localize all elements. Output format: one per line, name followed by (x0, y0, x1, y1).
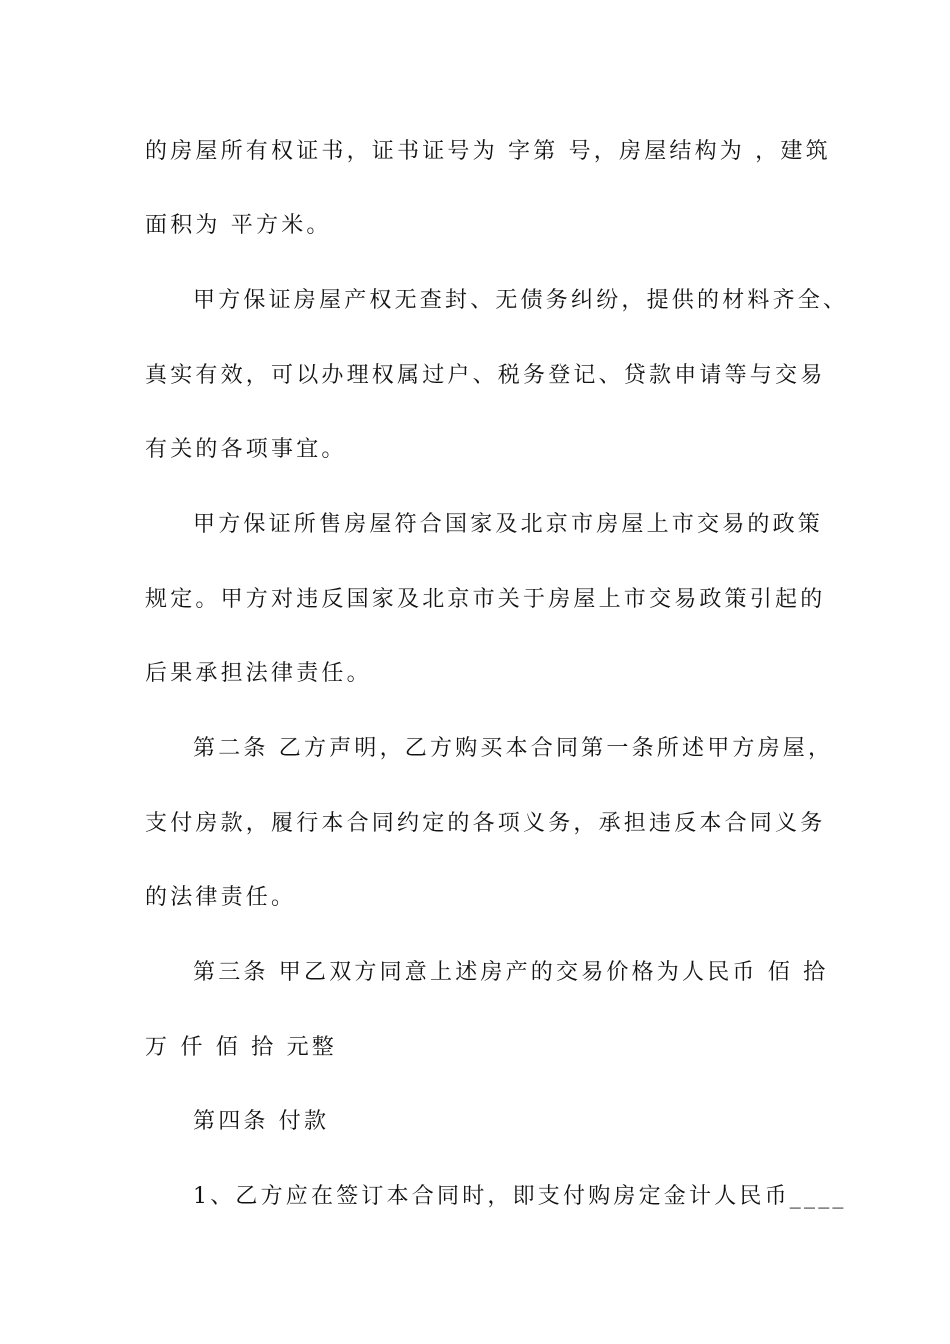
paragraph-start-line: 甲方保证房屋产权无查封、无债务纠纷，提供的材料齐全、 (193, 288, 849, 313)
article-4-heading: 第四条 付款 (193, 1109, 330, 1134)
text-line: 面积为 平方米。 (145, 213, 332, 238)
payment-clause-line: 1、乙方应在签订本合同时，即支付购房定金计人民币____ (193, 1184, 847, 1209)
text-line: 的房屋所有权证书，证书证号为 字第 号，房屋结构为 ，建筑 (145, 139, 831, 164)
text-line: 规定。甲方对违反国家及北京市关于房屋上市交易政策引起的 (145, 587, 826, 612)
text-line: 真实有效，可以办理权属过户、税务登记、贷款申请等与交易 (145, 363, 826, 388)
text-line: 万 仟 佰 拾 元整 (145, 1035, 337, 1060)
paragraph-start-line: 甲方保证所售房屋符合国家及北京市房屋上市交易的政策 (193, 512, 824, 537)
text-line: 的法律责任。 (145, 885, 297, 910)
text-line: 有关的各项事宜。 (145, 437, 347, 462)
text-line: 支付房款，履行本合同约定的各项义务，承担违反本合同义务 (145, 811, 826, 836)
article-2-line: 第二条 乙方声明，乙方购买本合同第一条所述甲方房屋， (193, 736, 834, 761)
text-line: 后果承担法律责任。 (145, 661, 372, 686)
article-3-line: 第三条 甲乙双方同意上述房产的交易价格为人民币 佰 拾 (193, 960, 829, 985)
